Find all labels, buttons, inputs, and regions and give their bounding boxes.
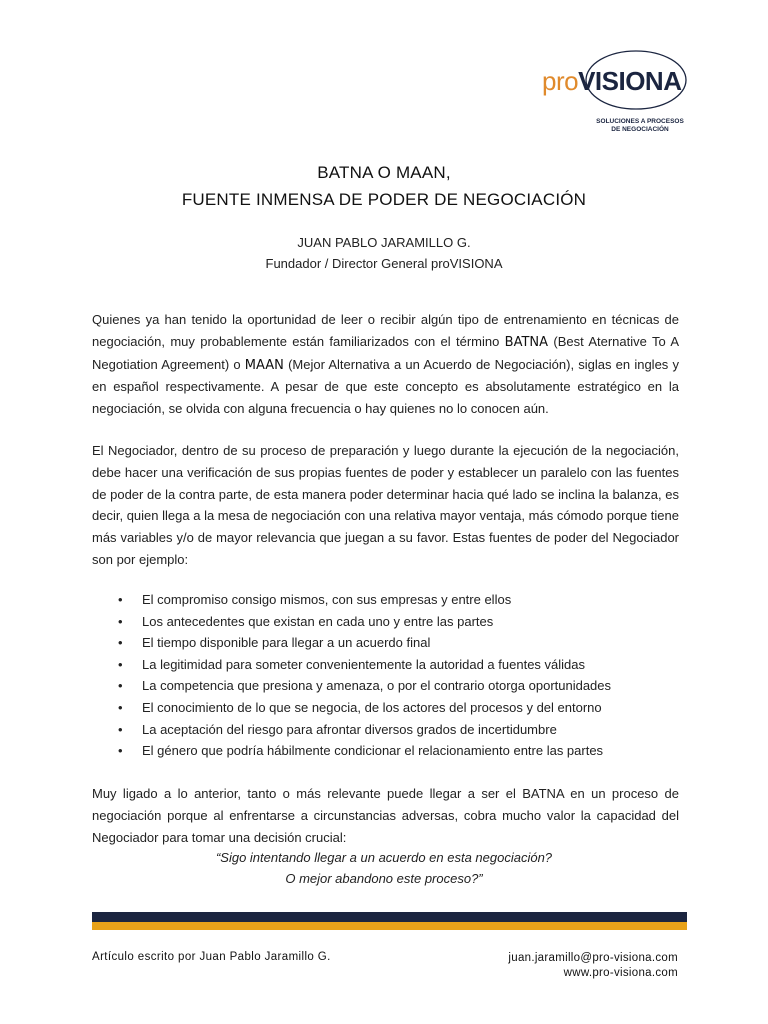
footer-website-link[interactable]: www.pro-visiona.com bbox=[563, 967, 678, 979]
document-title-line2: FUENTE INMENSA DE PODER DE NEGOCIACIÓN bbox=[181, 190, 587, 209]
list-item bbox=[118, 654, 678, 676]
bullet-icon: • bbox=[118, 635, 123, 651]
maan-term: MAAN bbox=[244, 357, 284, 373]
list-item bbox=[118, 589, 678, 611]
bullet-icon: • bbox=[118, 613, 123, 629]
bullet-icon: • bbox=[118, 592, 123, 607]
list-item bbox=[118, 719, 678, 741]
bullet-icon: • bbox=[118, 656, 123, 672]
intro-text-part2: (Best Aternative To A Negotiation Agreement) o bbox=[92, 333, 679, 372]
list-item-text: El tiempo disponible para llegar a un acuerdo final bbox=[142, 635, 431, 651]
power-sources-list bbox=[118, 589, 678, 762]
list-item-text: El compromiso consigo mismos, con sus empresas y entre ellos bbox=[142, 592, 512, 607]
logo-wordmark bbox=[542, 66, 682, 97]
logo-tagline bbox=[590, 118, 690, 134]
list-item-text: El género que podría hábilmente condicionar el relacionamiento entre las partes bbox=[142, 743, 604, 759]
list-item bbox=[118, 740, 678, 762]
document-title-line1: BATNA O MAAN, bbox=[317, 163, 451, 182]
bullet-icon: • bbox=[118, 721, 123, 737]
list-item-text: La legitimidad para someter convenientemente la autoridad a fuentes válidas bbox=[142, 656, 585, 672]
intro-text-part1: Quienes ya han tenido la oportunidad de leer o recibir algún tipo de entrenamiento en técnicas de negociación, muy probablemente están familiarizados con el término bbox=[92, 312, 679, 349]
batna-term: BATNA bbox=[504, 334, 549, 350]
logo-tagline-line1: SOLUCIONES A PROCESOS bbox=[596, 118, 684, 125]
provisiona-logo bbox=[540, 44, 700, 144]
bullet-icon: • bbox=[118, 699, 123, 715]
bullet-icon: • bbox=[118, 678, 123, 694]
logo-tagline-line2: DE NEGOCIACIÓN bbox=[611, 126, 669, 133]
list-item bbox=[118, 632, 678, 654]
author-role: Fundador / Director General proVISIONA bbox=[265, 256, 503, 271]
list-item-text: La aceptación del riesgo para afrontar diversos grados de incertidumbre bbox=[142, 721, 557, 737]
footer-bar-navy bbox=[92, 912, 687, 922]
footer-credit: Artículo escrito por Juan Pablo Jaramillo G. bbox=[92, 951, 331, 963]
quote-line2: O mejor abandono este proceso?” bbox=[285, 871, 483, 886]
list-item bbox=[118, 697, 678, 719]
intro-paragraph bbox=[92, 309, 679, 420]
power-sources-paragraph: El Negociador, dentro de su proceso de preparación y luego durante la ejecución de la negociación, debe hacer una verificación de sus propias fuentes de poder y establecer un paralelo con las fuentes de poder de la contra parte, de esta manera poder determinar hacia qué lado se inclina la balanza, es decir, quien llega a la mesa de negociación con una relativa mayor ventaja, más cómodo porque tiene más variables y/o de mayor relevancia que juegan a su favor. Estas fuentes de poder del Negociador son por ejemplo: bbox=[92, 443, 679, 567]
logo-pro-text: pro bbox=[542, 66, 579, 96]
list-item bbox=[118, 675, 678, 697]
footer-contact bbox=[508, 951, 678, 981]
list-item-text: El conocimiento de lo que se negocia, de los actores del procesos y del entorno bbox=[142, 699, 602, 715]
list-item bbox=[118, 611, 678, 633]
intro-text-part3: (Mejor Alternativa a un Acuerdo de Negociación), siglas en ingles y en español respectivamente. A pesar de que este concepto es absolutamente estratégico en la negociación, se olvida con alguna frecuencia o hay quienes no lo conocen aún. bbox=[92, 356, 679, 417]
logo-visiona-text: VISIONA bbox=[578, 66, 682, 96]
quote-line1: “Sigo intentando llegar a un acuerdo en esta negociación? bbox=[215, 850, 553, 865]
author-name: JUAN PABLO JARAMILLO G. bbox=[297, 235, 471, 250]
bullet-icon: • bbox=[118, 743, 123, 759]
footer-email-link[interactable]: juan.jaramillo@pro-visiona.com bbox=[508, 952, 678, 964]
footer-bar-orange bbox=[92, 922, 687, 930]
batna-relevance-paragraph: Muy ligado a lo anterior, tanto o más relevante puede llegar a ser el BATNA en un proceso de negociación porque al enfrentarse a circunstancias adversas, cobra mucho valor la capacidad del Negociador para tomar una decisión crucial: bbox=[92, 786, 679, 845]
list-item-text: Los antecedentes que existan en cada uno y entre las partes bbox=[142, 613, 494, 629]
list-item-text: La competencia que presiona y amenaza, o por el contrario otorga oportunidades bbox=[142, 678, 612, 694]
